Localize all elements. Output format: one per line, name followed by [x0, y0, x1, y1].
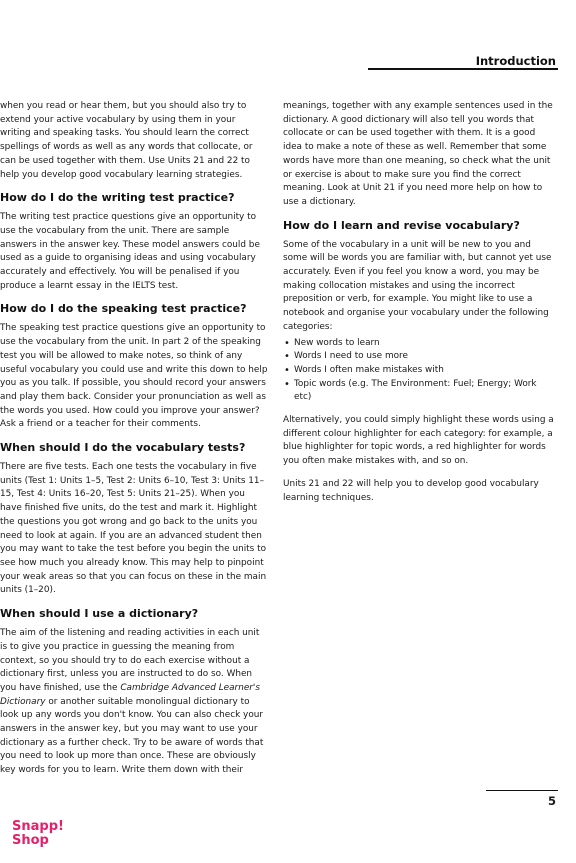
watermark-logo — [12, 820, 92, 848]
dictionary-text-a: The aim of the listening and reading activities in each unit is to give you practice in guessing the meaning from context, so you should try to do each exercise without a dictionary first, unless you are instructed to do so. When you have finished, use the — [0, 628, 260, 693]
speaking-paragraph: The speaking test practice questions give an opportunity to use the vocabulary from the unit. In part 2 of the speaking test you will be allowed to make notes, so think of any useful vocabulary you could use and write this down to help you as you talk. If possible, you should record your answers and play them back. Consider your pronunciation as well as the words you used. How could you improve your answer? Ask a friend or a teacher for their comments. — [0, 323, 268, 430]
list-item: • Words I often make mistakes with — [283, 364, 555, 378]
list-item: • Topic words (e.g. The Environment: Fuel; Energy; Work etc) — [283, 378, 555, 405]
writing-paragraph: The writing test practice questions give an opportunity to use the vocabulary from the unit. There are sample answers in the answer key. These model answers could be used as a guide to organising ideas and using vocabulary accurately and effectively. You will be penalised if you produce a learnt essay in the IELTS test. — [0, 212, 260, 291]
watermark-line1: Snapp! — [12, 819, 64, 834]
dictionary-text-b: or another suitable monolingual dictionary to look up any words you don't know. You can also check your answers in the answer key, but you may want to use your dictionary as a further check. Try to be aware of words that you need to look up more than once. These are obviously key words for you to learn. Write them down with their — [0, 696, 264, 776]
list-item: • Words I need to use more — [283, 350, 555, 364]
right-column — [283, 100, 555, 514]
units-paragraph: Units 21 and 22 will help you to develop good vocabulary learning techniques. — [283, 478, 539, 503]
footer-rule — [486, 790, 558, 791]
page-number: 5 — [547, 794, 556, 808]
watermark-line2: Shop — [12, 833, 49, 848]
list-item: • New words to learn — [283, 337, 555, 351]
category-list — [283, 337, 555, 406]
header-title: Introduction — [475, 54, 556, 68]
tests-heading: When should I do the vocabulary tests? — [0, 441, 246, 455]
learn-paragraph: Some of the vocabulary in a unit will be new to you and some will be words you are familiar with, but cannot yet use accurately. Even if you feel you know a word, you may be making collocation mistakes and using the incorrect preposition or verb, for example. You might like to use a notebook and organise your vocabulary under the following categories: — [283, 239, 552, 332]
writing-heading: How do I do the writing test practice? — [0, 191, 235, 205]
learn-heading: How do I learn and revise vocabulary? — [283, 218, 520, 232]
header-rule — [368, 68, 558, 70]
speaking-heading: How do I do the speaking test practice? — [0, 302, 247, 316]
tests-paragraph: There are five tests. Each one tests the vocabulary in five units (Test 1: Units 1–5, Test 2: Units 6–10, Test 3: Units 11–15, Test 4: Units 16–20, Test 5: Units 21–25). When you have finished five units, do the test and mark it. Highlight the questions you got wrong and go back to the units you need to look at again. If you are an advanced student then you may want to take the test before you begin the units to see how much you already know. This may help to pinpoint your weak areas so that you can focus on these in the main units (1–20). — [0, 462, 267, 596]
left-column — [0, 100, 268, 787]
dictionary-heading: When should I use a dictionary? — [0, 607, 199, 621]
dictionary-paragraph — [0, 627, 268, 778]
meanings-paragraph: meanings, together with any example sentences used in the dictionary. A good dictionary will also tell you words that collocate or can be used together with them. It is a good idea to make a note of these as well. Remember that some words have more than one meaning, so check what the unit or exercise is about to make sure you find the correct meaning. Look at Unit 21 if you need more help on how to use a dictionary. — [283, 101, 553, 207]
dictionary-title: Cambridge Advanced Learner's Dictionary — [0, 682, 260, 707]
intro-paragraph: when you read or hear them, but you should also try to extend your active vocabulary by using them in your writing and speaking tasks. You should learn the correct spellings of words as well as any words that collocate, or can be used together with them. Use Units 21 and 22 to help you develop good vocabulary learning strategies. — [0, 101, 253, 180]
highlight-paragraph: Alternatively, you could simply highlight these words using a different colour highlighter for each category: for example, a blue highlighter for topic words, a red highlighter for words you often make mistakes with, and so on. — [283, 415, 554, 467]
